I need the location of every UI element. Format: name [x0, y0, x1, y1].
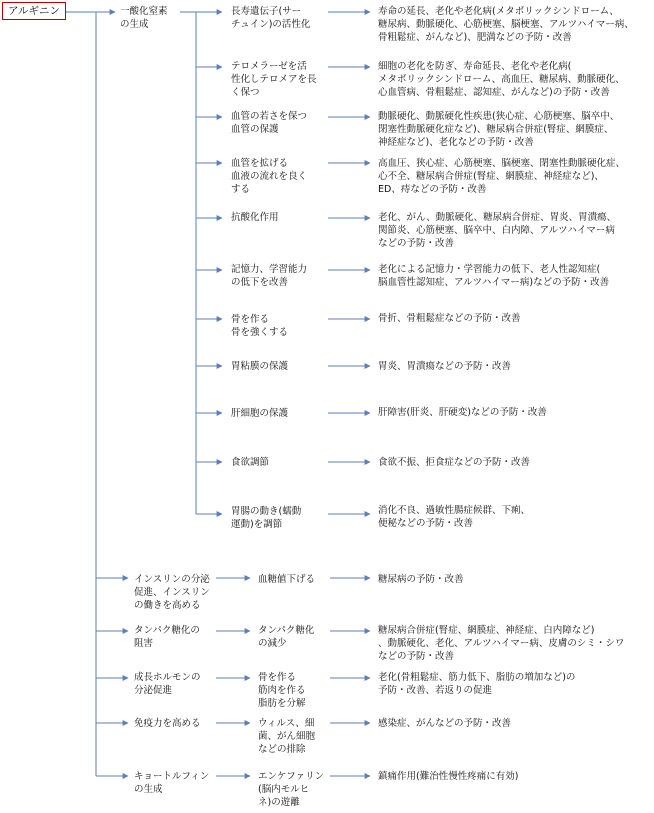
- no-item-label: 記憶力、学習能力 の低下を改善: [231, 264, 308, 288]
- no-item-effect: 老化による記憶力・学習能力の低下、老人性認知症( 脳血管性認知症、アルツハイマー病)などの予防・改善: [378, 264, 610, 288]
- group-mid-glycation: タンパク糖化 の減少: [258, 625, 315, 649]
- no-item-label: 抗酸化作用: [231, 212, 279, 223]
- group-effect-immunity: 感染症、がんなどの予防・改善: [378, 718, 512, 729]
- group-label-immunity: 免疫力を高める: [134, 718, 201, 729]
- no-item-effect: 肝障害(肝炎、肝硬変)などの予防・改善: [378, 407, 547, 418]
- group-label-kyotorphin: キョートルフィン の生成: [134, 771, 210, 795]
- no-item-effect: 食欲不振、拒食症などの予防・改善: [378, 457, 531, 468]
- group-mid-growth-hormone: 骨を作る 筋肉を作る 脂肪を分解: [258, 672, 306, 709]
- no-item-label: 肝細胞の保護: [231, 408, 289, 419]
- group-nitric-oxide-label: 一酸化窒素 の生成: [120, 6, 168, 30]
- no-item-effect: 老化、がん、動脈硬化、糖尿病合併症、胃炎、胃潰瘍、 関節炎、心筋梗塞、脳卒中、白内障、アルツハイマー病 などの予防・改善: [378, 212, 617, 249]
- no-item-label: 血管の若さを保つ 血管の保護: [231, 111, 308, 135]
- group-effect-insulin: 糖尿病の予防・改善: [378, 574, 464, 585]
- no-item-effect: 動脈硬化、動脈硬化性疾患(狭心症、心筋梗塞、脳卒中、 閉塞性動脈硬化症など)、糖尿病合併症(腎症、網膜症、 神経症など)、老化などの予防・改善: [378, 111, 620, 148]
- no-item-label: 長寿遺伝子(サー チュイン)の活性化: [231, 6, 311, 30]
- no-item-label: 胃腸の動き(蠕動 運動)を調節: [231, 506, 302, 530]
- no-item-effect: 高血圧、狭心症、心筋梗塞、脳梗塞、閉塞性動脈硬化症、 心不全、糖尿病合併症(腎症、網膜症、神経症など)、 ED、痔などの予防・改善: [378, 158, 626, 195]
- no-item-label: 食欲調節: [231, 457, 270, 468]
- group-mid-kyotorphin: エンケファリン (脳内モルヒ ネ)の遊離: [258, 771, 325, 808]
- group-label-glycation: タンパク糖化の 阻害: [134, 625, 200, 649]
- group-mid-immunity: ウィルス、細 菌、がん細胞 などの排除: [258, 718, 316, 755]
- group-effect-glycation: 糖尿病合併症(腎症、網膜症、神経症、白内障など) 、動脈硬化、老化、アルツハイマー病、皮膚のシミ・シワ などの予防・改善: [378, 625, 625, 662]
- no-item-effect: 消化不良、過敏性腸症候群、下痢、 便秘などの予防・改善: [378, 505, 531, 529]
- no-item-effect: 細胞の老化を防ぎ、寿命延長、老化や老化病( メタボリックシンドローム、高血圧、糖尿病、動脈硬化、 心血管病、骨粗鬆症、認知症、がんなど)の予防・改善: [378, 61, 625, 98]
- group-effect-kyotorphin: 鎮痛作用(難治性慢性疼痛に有効): [378, 771, 519, 782]
- no-item-effect: 寿命の延長、老化や老化病(メタボリックシンドローム、 糖尿病、動脈硬化、心筋梗塞、脳梗塞、アルツハイマー病、 骨粗鬆症、がんなど)、肥満などの予防・改善: [378, 6, 634, 43]
- group-label-insulin: インスリンの分泌 促進、インスリン の働きを高める: [134, 574, 210, 611]
- no-item-label: テロメラーゼを活 性化しテロメアを長 く保つ: [231, 61, 317, 98]
- no-item-label: 骨を作る 骨を強くする: [231, 314, 289, 338]
- group-mid-insulin: 血糖値下げる: [258, 574, 316, 585]
- group-label-growth-hormone: 成長ホルモンの 分泌促進: [134, 672, 201, 696]
- no-item-label: 胃粘膜の保護: [231, 361, 289, 372]
- no-item-effect: 胃炎、胃潰瘍などの予防・改善: [378, 361, 512, 372]
- root-node-arginine: アルギニン: [2, 2, 66, 20]
- no-item-label: 血管を拡げる 血液の流れを良く する: [231, 158, 308, 195]
- group-effect-growth-hormone: 老化(骨粗鬆症、筋力低下、脂肪の増加など)の 予防・改善、若返りの促進: [378, 672, 576, 696]
- no-item-effect: 骨折、骨粗鬆症などの予防・改善: [378, 313, 521, 324]
